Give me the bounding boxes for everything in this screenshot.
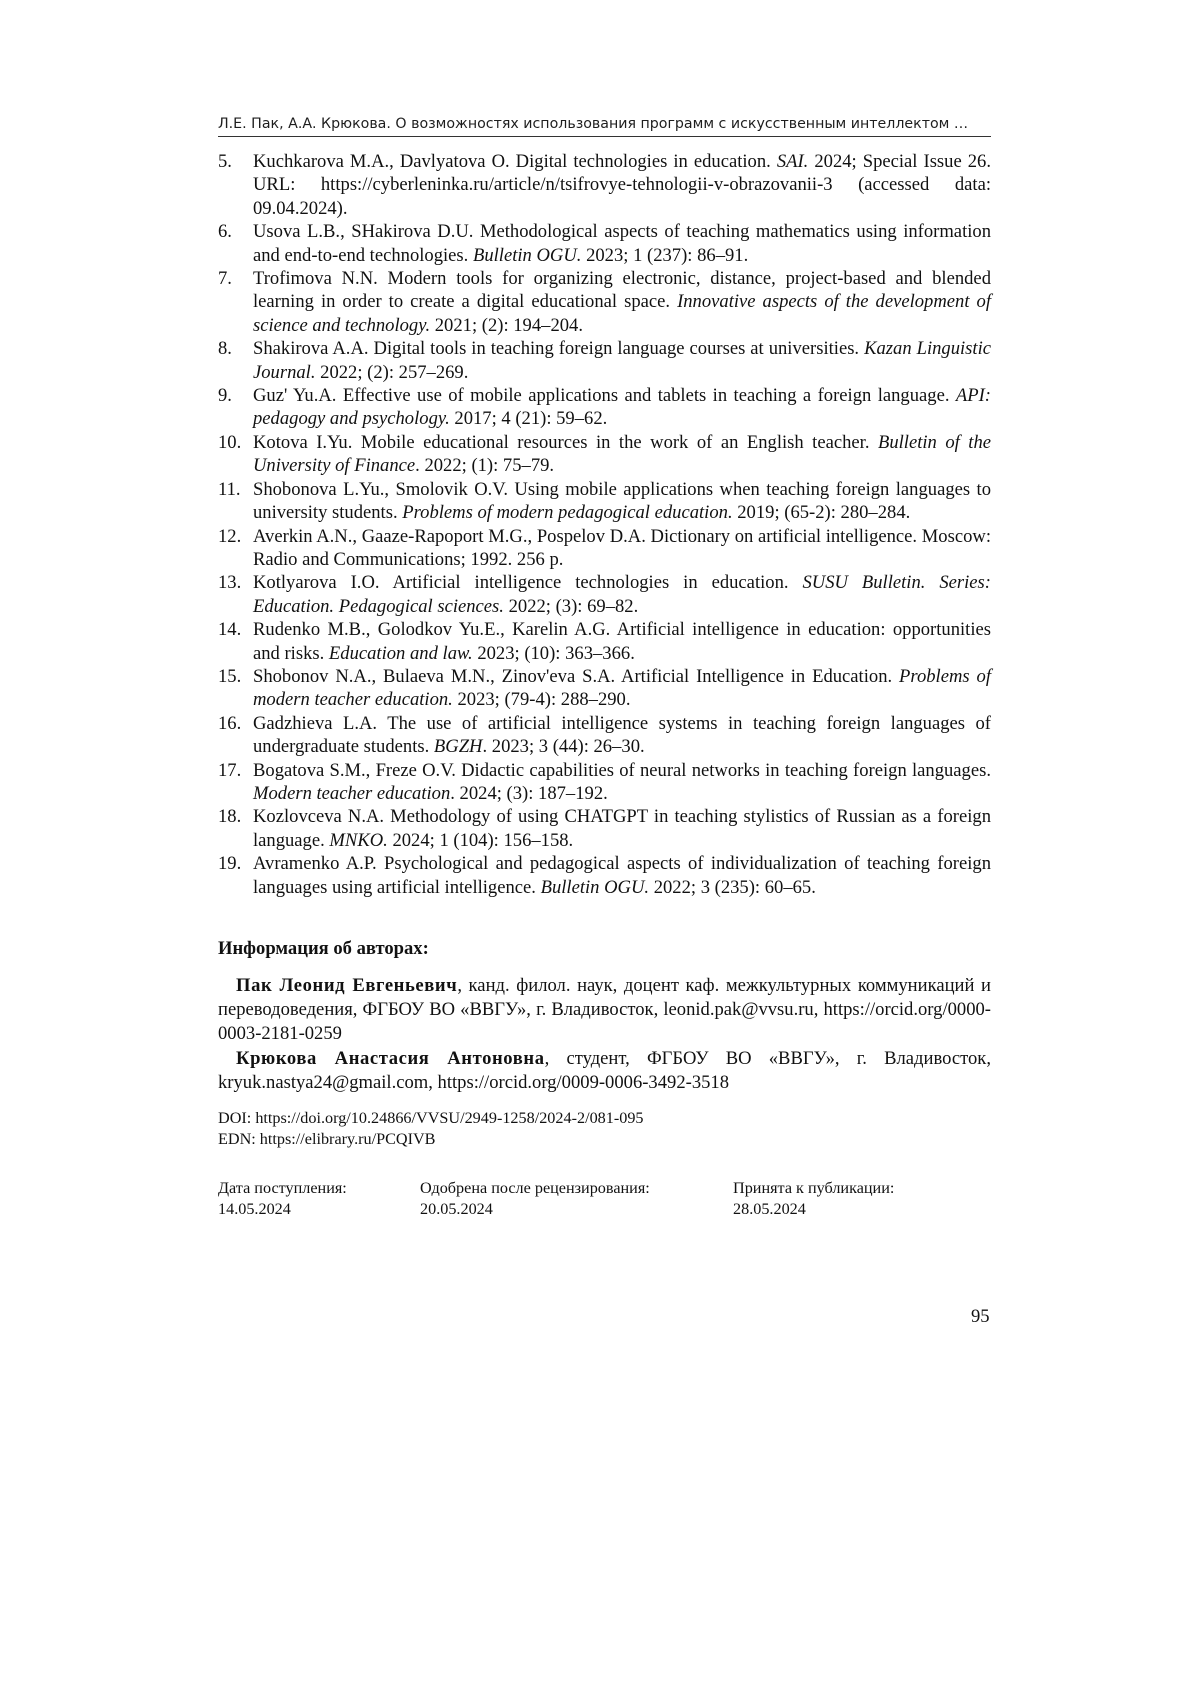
reference-details: 2023; 1 (237): 86–91. xyxy=(581,244,749,266)
reference-details: 2023; (10): 363–366. xyxy=(472,642,635,664)
reference-details: . 2022; (1): 75–79. xyxy=(415,455,555,477)
page-number: 95 xyxy=(971,1306,990,1327)
reference-item xyxy=(218,150,991,220)
reference-item xyxy=(218,571,991,618)
doi: DOI: https://doi.org/10.24866/VVSU/2949-1258/2024-2/081-095 xyxy=(218,1109,644,1127)
reference-number: 17. xyxy=(218,759,242,781)
reference-text: Gadzhieva L.A. The use of artificial intelligence systems in teaching foreign languages of undergraduate students. xyxy=(253,712,991,758)
reference-number: 16. xyxy=(218,712,242,734)
received-date xyxy=(218,1178,347,1220)
authors-heading: Информация об авторах: xyxy=(218,938,429,959)
reference-item xyxy=(218,220,991,267)
reference-text: Rudenko M.B., Golodkov Yu.E., Karelin A.G. Artificial intelligence in education: opportunities and risks. xyxy=(253,619,991,664)
reference-text: Averkin A.N., Gaaze-Rapoport M.G., Pospelov D.A. Dictionary on artificial intelligence. Moscow: Radio and Communications; 1992. 256 p. xyxy=(253,525,991,570)
reference-item xyxy=(218,337,991,384)
reference-source: API: pedagogy and psychology. xyxy=(253,385,991,430)
reviewed-label: Одобрена после рецензирования: xyxy=(420,1179,650,1197)
reference-details: 2022; (2): 257–269. xyxy=(315,361,469,383)
reference-source: SUSU Bulletin. Series: Education. Pedagogical sciences. xyxy=(253,572,991,617)
reference-item xyxy=(218,665,991,712)
reference-number: 12. xyxy=(218,525,242,547)
reference-details: 2024; 1 (104): 156–158. xyxy=(387,829,574,851)
running-head: Л.Е. Пак, А.А. Крюкова. О возможностях использования программ с искусственным интеллектом … xyxy=(218,116,991,137)
reference-number: 15. xyxy=(218,665,242,687)
received-label: Дата поступления: xyxy=(218,1179,347,1197)
reference-number: 14. xyxy=(218,619,242,641)
reference-source: Kazan Linguistic Journal. xyxy=(253,338,992,383)
author-details: , канд. филол. наук, доцент каф. межкультурных коммуникаций и переводоведения, ФГБОУ ВО «ВВГУ», г. Владивосток, leonid.pak@vvsu.ru, https://orcid.org/0000-0003-2181-0259 xyxy=(218,975,991,1044)
reference-text: Usova L.B., SHakirova D.U. Methodological aspects of teaching mathematics using information and end-to-end technologies. xyxy=(253,221,991,266)
reference-text: Shakirova A.A. Digital tools in teaching foreign language courses at universities. xyxy=(253,338,865,360)
reference-item xyxy=(218,759,991,806)
reference-number: 9. xyxy=(218,385,232,407)
reference-details: 2023; (79-4): 288–290. xyxy=(452,689,631,711)
reviewed-date xyxy=(420,1178,650,1220)
reference-source: BGZH xyxy=(433,736,483,758)
reference-details: 2019; (65-2): 280–284. xyxy=(732,502,911,524)
author-info xyxy=(218,1047,991,1095)
reference-source: Problems of modern pedagogical education. xyxy=(402,502,733,524)
reference-text: Kotova I.Yu. Mobile educational resources in the work of an English teacher. xyxy=(253,431,878,453)
reference-details: 2017; 4 (21): 59–62. xyxy=(449,408,608,430)
reference-details: 2022; 3 (235): 60–65. xyxy=(649,876,816,898)
reference-number: 13. xyxy=(218,572,242,594)
author-name: Крюкова Анастасия Антоновна xyxy=(236,1048,545,1069)
reference-item xyxy=(218,852,991,899)
reference-text: Shobonov N.A., Bulaeva M.N., Zinov'eva S.A. Artificial Intelligence in Education. xyxy=(253,665,900,687)
author-info xyxy=(218,974,991,1046)
reference-details: . 2023; 3 (44): 26–30. xyxy=(482,736,645,758)
accepted-value: 28.05.2024 xyxy=(733,1200,806,1218)
reference-item xyxy=(218,525,991,572)
reference-item xyxy=(218,805,991,852)
reference-text: Kotlyarova I.O. Artificial intelligence technologies in education. xyxy=(253,572,803,594)
reference-number: 6. xyxy=(218,221,232,243)
reference-number: 18. xyxy=(218,806,242,828)
reference-item xyxy=(218,478,991,525)
reference-item xyxy=(218,712,991,759)
reference-item xyxy=(218,384,991,431)
reference-details: 2022; (3): 69–82. xyxy=(503,595,639,617)
identifiers xyxy=(218,1108,644,1150)
reference-item xyxy=(218,267,991,337)
reference-number: 7. xyxy=(218,268,232,290)
reference-source: SAI. xyxy=(776,151,809,172)
reference-number: 10. xyxy=(218,431,242,453)
author-details: , студент, ФГБОУ ВО «ВВГУ», г. Владивосток, kryuk.nastya24@gmail.com, https://orcid.org/0009-0006-3492-3518 xyxy=(218,1048,991,1093)
reference-item xyxy=(218,618,991,665)
accepted-date xyxy=(733,1178,894,1220)
author-name: Пак Леонид Евгеньевич xyxy=(236,975,458,996)
reference-number: 8. xyxy=(218,338,232,360)
reference-source: Bulletin of the University of Finance xyxy=(253,431,992,477)
reference-source: Education and law. xyxy=(328,642,473,664)
reference-source: Bulletin OGU. xyxy=(540,876,650,898)
reference-text: Shobonova L.Yu., Smolovik O.V. Using mobile applications when teaching foreign languages to university students. xyxy=(253,478,991,524)
reference-source: Bulletin OGU. xyxy=(472,244,582,266)
reference-text: Kozlovceva N.A. Methodology of using CHATGPT in teaching stylistics of Russian as a foreign language. xyxy=(253,806,991,851)
accepted-label: Принята к публикации: xyxy=(733,1179,895,1197)
reference-text: Guz' Yu.A. Effective use of mobile applications and tablets in teaching a foreign language. xyxy=(253,385,956,407)
reference-list xyxy=(218,150,991,899)
reference-source: Modern teacher education xyxy=(253,782,451,804)
reference-text: Bogatova S.M., Freze O.V. Didactic capabilities of neural networks in teaching foreign languages. xyxy=(253,759,991,781)
reference-text: Kuchkarova M.A., Davlyatova O. Digital technologies in education. xyxy=(253,151,777,172)
edn: EDN: https://elibrary.ru/PCQIVB xyxy=(218,1130,436,1148)
reference-text: Trofimova N.N. Modern tools for organizing electronic, distance, project-based and blended learning in order to create a digital educational space. xyxy=(253,268,991,313)
reference-text: Avramenko A.P. Psychological and pedagogical aspects of individualization of teaching foreign languages using artificial intelligence. xyxy=(253,853,991,898)
reference-source: Problems of modern teacher education. xyxy=(253,665,991,711)
reference-source: Innovative aspects of the development of science and technology. xyxy=(253,291,991,336)
reviewed-value: 20.05.2024 xyxy=(420,1200,493,1218)
reference-item xyxy=(218,431,991,478)
reference-source: MNKO. xyxy=(329,829,388,851)
reference-number: 11. xyxy=(218,478,241,500)
reference-details: 2024; Special Issue 26. URL: https://cyberleninka.ru/article/n/tsifrovye-tehnologii-v-obrazovanii-3 (accessed data: 09.04.2024). xyxy=(253,151,991,219)
reference-number: 5. xyxy=(218,151,232,172)
reference-number: 19. xyxy=(218,853,242,875)
reference-details: 2021; (2): 194–204. xyxy=(430,314,583,336)
received-value: 14.05.2024 xyxy=(218,1200,291,1218)
reference-details: . 2024; (3): 187–192. xyxy=(450,782,608,804)
